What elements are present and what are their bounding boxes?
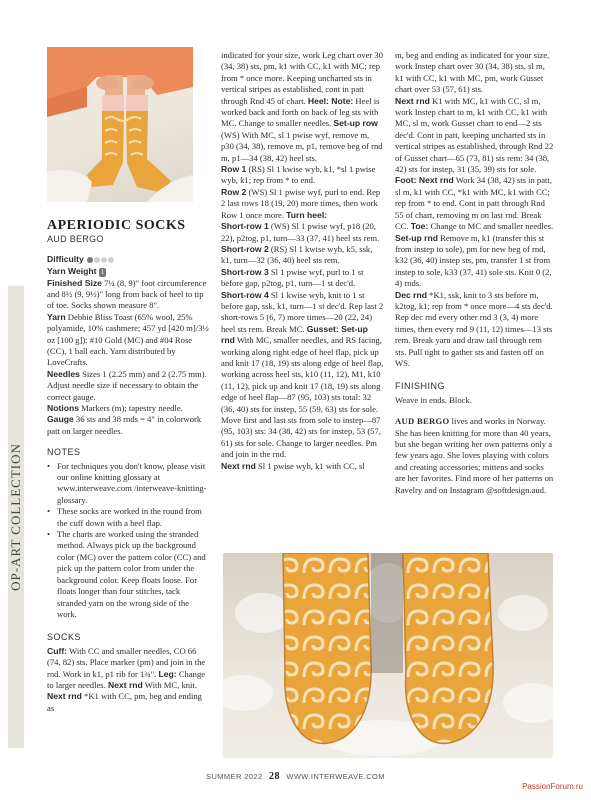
pattern-column-2 <box>221 50 384 472</box>
finishing-heading: FINISHING <box>395 381 446 392</box>
next-rnd-text: *K1 with CC, pm, beg and ending as <box>47 691 202 713</box>
toe-text: Change to MC and smaller needles. <box>430 221 554 232</box>
cuff-text: With CC and smaller needles, CO 66 (74, 82) sts. Place marker (pm) and join in the rnd. Work in k1, p1 rib for 1¾". <box>47 645 206 679</box>
short-row-4-text: Sl 1 kwise wyb, knit to 1 st before gap, ssk, k1, turn—1 st dec'd. Rep last 2 short-rows 5 (6, 7) more times—20 (22, 24) heel sts rem. Break MC. <box>221 289 384 334</box>
heel-note-label: Heel: Note: <box>307 95 354 106</box>
setup-row-text: (WS) With MC, sl 1 pwise wyf, remove m, p30 (34, 38), remove m, p1, remove beg of rnd m, p1—34 (38, 42) heel sts. <box>221 129 383 163</box>
heel-note-text: Heel is worked back and forth on back of leg sts with MC. Change to smaller needles. <box>221 95 380 129</box>
leg-label: Leg: <box>158 668 177 679</box>
notions-info <box>47 403 209 414</box>
finishing-text: Weave in ends. Block. <box>395 394 472 405</box>
dec-rnd-label: Dec rnd <box>395 289 427 300</box>
next-rnd-label: Next rnd <box>47 691 82 702</box>
needles-info <box>47 369 209 403</box>
difficulty-dot <box>101 257 107 263</box>
yarn-info <box>47 312 209 369</box>
socks-closeup-photo <box>223 553 553 758</box>
foot-label: Foot: Next rnd <box>395 175 454 186</box>
difficulty-rating <box>86 255 114 266</box>
notions-label: Notions <box>47 403 79 414</box>
section-tab <box>8 286 24 748</box>
pattern-title: APERIODIC SOCKS <box>47 218 186 233</box>
yarn-label: Yarn <box>47 311 66 322</box>
instep-text: m, beg and ending as indicated for your size, work Instep chart over 30 (34, 38) sts, sl m, k1 with CC, k1 with MC, pm, work Gusset chart over 53 (57, 61) sts. <box>395 50 550 95</box>
model-photo <box>47 47 193 202</box>
note-item: • The charts are worked using the stranded method. Always pick up the background color (MC) over the pattern color (CC) and pick up the pattern color from under the background color. Keep floats loose. For floats longer than four stitches, tack stranded yarn on the wrong side of the work. <box>47 529 209 620</box>
next-rnd-text: With MC, knit. <box>144 679 197 690</box>
short-row-4-label: Short-row 4 <box>221 289 269 300</box>
setup-rnd-label: Set-up rnd <box>395 232 438 243</box>
bio-name: AUD BERGO <box>395 416 450 427</box>
next-rnd-label: Next rnd <box>395 95 430 106</box>
website-label: WWW.INTERWEAVE.COM <box>286 772 385 781</box>
socks-heading: SOCKS <box>47 632 82 643</box>
yarn-weight-badge: 1 <box>100 267 105 276</box>
difficulty-dot <box>87 257 93 263</box>
model-photo-illustration <box>47 47 193 202</box>
row2-label: Row 2 <box>221 186 247 197</box>
leg-continued-text: indicated for your size, work Leg chart over 30 (34, 38) sts, pm, k1 with CC, k1 with MC; rep from * once more. Keeping uncharted sts in vertical stripes as established, cont in patt through Rnd 45 of chart. <box>221 50 384 106</box>
short-row-1-text: (WS) Sl 1 pwise wyf, p18 (20, 22), p2tog, p1, turn—33 (37, 41) heel sts rem. <box>221 221 380 243</box>
watermark: PassionForum.ru <box>522 782 583 791</box>
needles-text: Sizes 1 (2.25 mm) and 2 (2.75 mm). Adjust needle size if necessary to obtain the correct gauge. <box>47 368 207 402</box>
finished-size <box>47 278 209 312</box>
difficulty-label: Difficulty <box>47 254 84 265</box>
difficulty-dot <box>108 257 114 263</box>
toe-label: Toe: <box>410 221 429 232</box>
gauge-label: Gauge <box>47 414 74 425</box>
short-row-1-label: Short-row 1 <box>221 221 269 232</box>
setup-row-label: Set-up row <box>333 118 378 129</box>
notes-heading: NOTES <box>47 447 81 458</box>
row2-text: (WS) Sl 1 pwise wyf, purl to end. Rep 2 last rows 18 (19, 20) more times, then work Row 1 once more. <box>221 186 381 220</box>
note-item: • For techniques you don't know, please visit our online knitting glossary at www.interweave.com /interweave-knitting-glossary. <box>47 461 209 507</box>
difficulty-row <box>47 254 209 266</box>
short-row-3-text: Sl 1 pwise wyf, purl to 1 st before gap, p2tog, p1, turn—1 st dec'd. <box>221 266 364 289</box>
issue-label: SUMMER 2022 <box>206 772 263 781</box>
notions-text: Markers (m); tapestry needle. <box>81 403 183 414</box>
dec-rnd-text: *K1, ssk, knit to 3 sts before m, k2tog, k1; rep from * once more—4 sts dec'd. Rep dec rnd every other rnd 3 (3, 4) more times, then every rnd 9 (11, 12) times—13 sts rem. Break yarn and draw tail through rem sts. Pull tight to gather sts and fasten off on WS. <box>395 289 553 368</box>
foot-text: Work 34 (38, 42) sts in patt, sl m, k1 with CC, *k1 with MC, k1 with CC; rep from * to end. Cont in patt through Rnd 55 of chart, removing m on last rnd. Break CC. <box>395 175 552 232</box>
gusset-label: Gusset: Set-up rnd <box>221 323 368 346</box>
finished-size-label: Finished Size <box>47 277 102 288</box>
note-item: • These socks are worked in the round from the cuff down with a heel flap. <box>47 506 209 529</box>
yarn-text: Debbie Bliss Toast (65% wool, 25% polyamide, 10% cashmere; 457 yd [420 m]/3½ oz [100 g]): #10 Gold (MC) and #04 Rose (CC), 1 ball each. Yarn distributed by LoveCrafts. <box>47 311 209 368</box>
page-number: 28 <box>269 771 280 782</box>
row1-text: (RS) Sl 1 kwise wyb, k1, *sl 1 pwise wyb, k1; rep from * to end. <box>221 164 376 186</box>
gauge-text: 36 sts and 38 rnds = 4" in colorwork patt on larger needles. <box>47 414 202 436</box>
yarn-weight-label: Yarn Weight <box>47 266 97 277</box>
short-row-2-label: Short-row 2 <box>221 243 269 254</box>
short-row-2-text: (RS) Sl 1 kwise wyb, k5, ssk, k1, turn—32 (36, 40) heel sts rem. <box>221 243 373 266</box>
bio-text: lives and works in Norway. She has been knitting for more than 40 years, but she began writing her own patterns only a few years ago. She loves playing with colors and creating accessories; mittens and socks are her favorites. Find more of her patterns on Ravelry and on Instagram @softdesign.aud. <box>395 416 554 495</box>
gauge-info <box>47 414 209 437</box>
setup-rnd-text: Remove m, k1 (transfer this st from instep to sole), pm for new beg of rnd, k32 (36, 40) instep sts, pm, transfer 1 st from instep to sole, k33 (37, 41) sole sts. Knit 0 (2, 4) rnds. <box>395 232 552 289</box>
row1-label: Row 1 <box>221 164 247 175</box>
cuff-label: Cuff: <box>47 645 68 656</box>
next-rnd-text: K1 with MC, k1 with CC, sl m, work Instep chart to m, k1 with CC, k1 with MC, sl m, work Gusset chart to end—2 sts dec'd. Cont in patt, keeping uncharted sts in vertical stripes as established, through Rnd 22 of Gusset chart—65 (73, 81) sts rem: 34 (38, 42) sts for instep, 31 (35, 39) sts for sole. <box>395 95 554 175</box>
difficulty-dot <box>94 257 100 263</box>
notes-list <box>47 461 209 621</box>
leg-text: Change to larger needles. <box>47 668 206 690</box>
short-row-3-label: Short-row 3 <box>221 266 269 277</box>
next-rnd-text: Sl 1 pwise wyb, k1 with CC, sl <box>258 460 365 471</box>
socks-instructions <box>47 646 209 714</box>
turn-heel-label: Turn heel: <box>286 209 328 220</box>
pattern-column-1 <box>47 218 209 714</box>
gusset-text: With MC, smaller needles, and RS facing, working along right edge of heel flap, pick up and knit 17 (18, 19) sts along edge of heel flap, working across heel sts, k10 (11, 12), M1, k10 (11, 12), pick up and knit 17 (18, 19) sts along edge of heel flap—87 (95, 103) sts total: 32 (36, 40) sts for instep, 55 (59, 63) sts for sole. Move first and last sts from sole to instep—87 (95, 103) sts: 34 (38, 42) sts for instep, 53 (57, 61) sts for sole. Change to larger needles. Pm and join in the rnd. <box>221 335 384 460</box>
next-rnd-label: Next rnd <box>107 679 143 690</box>
yarn-weight-row <box>47 266 209 277</box>
section-label: OP-ART COLLECTION <box>8 443 23 591</box>
designer-name: AUD BERGO <box>47 234 104 244</box>
next-rnd-label: Next rnd <box>221 460 256 471</box>
socks-closeup-illustration <box>223 553 553 758</box>
pattern-column-3 <box>395 50 555 496</box>
page-footer <box>0 771 591 782</box>
finished-size-text: 7¼ (8, 9)" foot circumference and 8½ (9, 9½)" long from back of heel to tip of toe. Socks shown measure 8". <box>47 277 207 311</box>
needles-label: Needles <box>47 368 80 379</box>
designer-bio <box>395 416 555 496</box>
